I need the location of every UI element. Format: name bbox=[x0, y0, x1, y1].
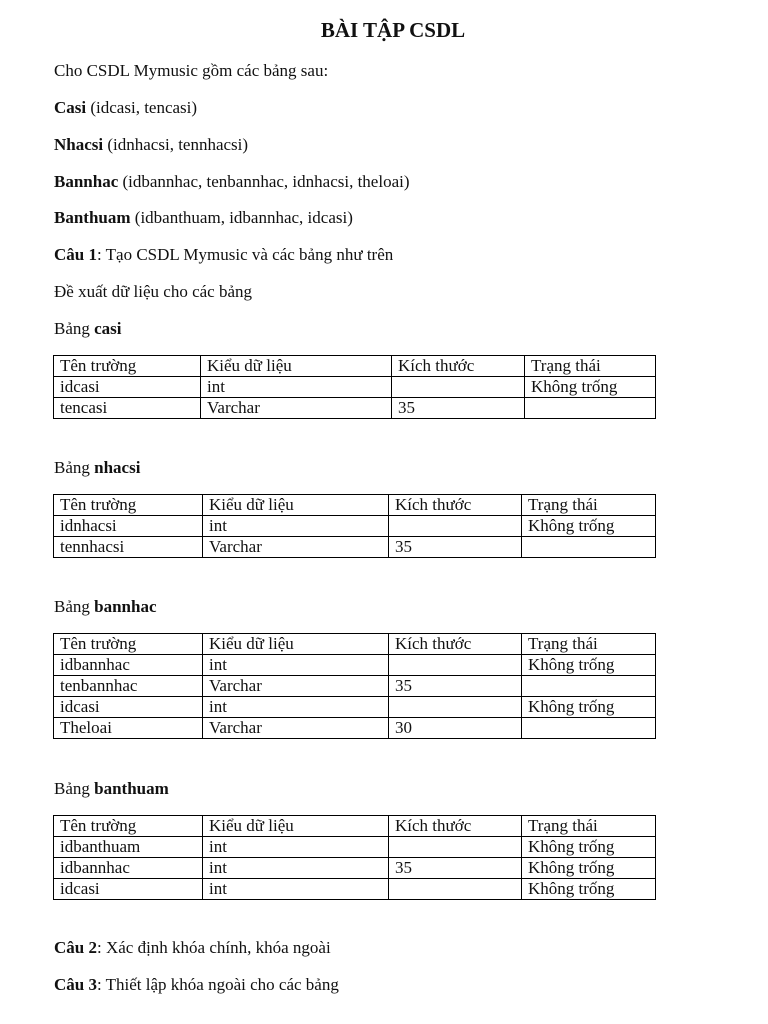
caption-prefix: Bảng bbox=[54, 319, 95, 338]
table-cell: int bbox=[203, 858, 389, 879]
table-row bbox=[54, 537, 656, 558]
table-row bbox=[54, 718, 656, 739]
header-cell: Trạng thái bbox=[522, 816, 656, 837]
table-cell: idcasi bbox=[54, 377, 201, 398]
table-cell: tenbannhac bbox=[54, 676, 203, 697]
table-row bbox=[54, 398, 656, 419]
table-cell bbox=[389, 655, 522, 676]
header-cell: Tên trường bbox=[54, 816, 203, 837]
table-caption-bannhac bbox=[54, 597, 157, 617]
table-cell: 35 bbox=[389, 858, 522, 879]
header-cell: Kiểu dữ liệu bbox=[201, 356, 392, 377]
table-cell: Không trống bbox=[525, 377, 656, 398]
header-cell: Kích thước bbox=[389, 634, 522, 655]
table-cell: int bbox=[203, 697, 389, 718]
table-cell: Không trống bbox=[522, 837, 656, 858]
schema-name: Bannhac bbox=[54, 172, 119, 191]
table-cell: tencasi bbox=[54, 398, 201, 419]
table-cell: int bbox=[203, 879, 389, 900]
document-title: BÀI TẬP CSDL bbox=[320, 18, 466, 42]
schema-name: Casi bbox=[54, 98, 87, 117]
table-cell: Varchar bbox=[203, 676, 389, 697]
table-caption-nhacsi bbox=[54, 458, 140, 478]
table-cell bbox=[389, 879, 522, 900]
caption-name: casi bbox=[94, 319, 122, 338]
table-cell: idcasi bbox=[54, 697, 203, 718]
schema-bannhac bbox=[54, 172, 410, 192]
header-cell: Kiểu dữ liệu bbox=[203, 634, 389, 655]
schema-fields: (idnhacsi, tennhacsi) bbox=[103, 135, 249, 154]
header-cell: Trạng thái bbox=[522, 634, 656, 655]
header-cell: Kiểu dữ liệu bbox=[203, 816, 389, 837]
header-cell: Kiểu dữ liệu bbox=[203, 495, 389, 516]
table-cell: Không trống bbox=[522, 655, 656, 676]
question-1 bbox=[54, 245, 393, 265]
schema-name: Banthuam bbox=[54, 208, 131, 227]
caption-name: nhacsi bbox=[94, 458, 141, 477]
table-cell: idnhacsi bbox=[54, 516, 203, 537]
table-cell: 30 bbox=[389, 718, 522, 739]
table-cell: 35 bbox=[392, 398, 525, 419]
question-2 bbox=[54, 938, 331, 958]
table-cell bbox=[389, 837, 522, 858]
suggest-text: Đề xuất dữ liệu cho các bảng bbox=[54, 282, 253, 301]
table-bannhac bbox=[53, 633, 656, 739]
table-caption-banthuam bbox=[54, 779, 169, 799]
table-cell: idcasi bbox=[54, 879, 203, 900]
question-text: : Thiết lập khóa ngoài cho các bảng bbox=[96, 975, 339, 994]
table-row bbox=[54, 655, 656, 676]
table-cell bbox=[389, 697, 522, 718]
table-row bbox=[54, 697, 656, 718]
table-cell: int bbox=[203, 837, 389, 858]
header-cell: Tên trường bbox=[54, 356, 201, 377]
header-cell: Trạng thái bbox=[525, 356, 656, 377]
table-cell: Varchar bbox=[201, 398, 392, 419]
table-cell bbox=[392, 377, 525, 398]
schema-banthuam bbox=[54, 208, 353, 228]
caption-name: bannhac bbox=[94, 597, 157, 616]
table-row bbox=[54, 516, 656, 537]
table-row bbox=[54, 858, 656, 879]
table-cell: int bbox=[203, 655, 389, 676]
question-label: Câu 1 bbox=[54, 245, 97, 264]
schema-casi bbox=[54, 98, 197, 118]
table-cell: int bbox=[201, 377, 392, 398]
table-row bbox=[54, 837, 656, 858]
schema-nhacsi bbox=[54, 135, 248, 155]
question-text: : Xác định khóa chính, khóa ngoài bbox=[96, 938, 331, 957]
header-cell: Kích thước bbox=[392, 356, 525, 377]
table-row bbox=[54, 879, 656, 900]
table-caption-casi bbox=[54, 319, 122, 339]
table-cell: idbannhac bbox=[54, 655, 203, 676]
question-label: Câu 3 bbox=[54, 975, 97, 994]
table-header-row bbox=[54, 356, 656, 377]
table-cell: Không trống bbox=[522, 858, 656, 879]
table-cell: Không trống bbox=[522, 879, 656, 900]
table-casi bbox=[53, 355, 656, 419]
table-cell bbox=[389, 516, 522, 537]
intro-text: Cho CSDL Mymusic gồm các bảng sau: bbox=[54, 61, 329, 80]
table-nhacsi bbox=[53, 494, 656, 558]
table-cell: idbannhac bbox=[54, 858, 203, 879]
table-cell: Varchar bbox=[203, 537, 389, 558]
table-row bbox=[54, 377, 656, 398]
question-label: Câu 2 bbox=[54, 938, 97, 957]
header-cell: Tên trường bbox=[54, 634, 203, 655]
header-cell: Kích thước bbox=[389, 816, 522, 837]
table-cell bbox=[522, 718, 656, 739]
caption-prefix: Bảng bbox=[54, 458, 95, 477]
header-cell: Kích thước bbox=[389, 495, 522, 516]
table-cell: 35 bbox=[389, 537, 522, 558]
caption-prefix: Bảng bbox=[54, 597, 95, 616]
table-row bbox=[54, 676, 656, 697]
caption-prefix: Bảng bbox=[54, 779, 95, 798]
schema-fields: (idbanthuam, idbannhac, idcasi) bbox=[130, 208, 353, 227]
table-header-row bbox=[54, 495, 656, 516]
schema-name: Nhacsi bbox=[54, 135, 104, 154]
table-cell: tennhacsi bbox=[54, 537, 203, 558]
table-banthuam bbox=[53, 815, 656, 900]
table-cell: idbanthuam bbox=[54, 837, 203, 858]
schema-fields: (idbannhac, tenbannhac, idnhacsi, theloai) bbox=[118, 172, 410, 191]
table-header-row bbox=[54, 816, 656, 837]
table-cell bbox=[525, 398, 656, 419]
table-cell: 35 bbox=[389, 676, 522, 697]
caption-name: banthuam bbox=[94, 779, 169, 798]
schema-fields: (idcasi, tencasi) bbox=[86, 98, 198, 117]
table-cell bbox=[522, 676, 656, 697]
table-cell: Theloai bbox=[54, 718, 203, 739]
header-cell: Trạng thái bbox=[522, 495, 656, 516]
table-cell: int bbox=[203, 516, 389, 537]
table-cell: Varchar bbox=[203, 718, 389, 739]
header-cell: Tên trường bbox=[54, 495, 203, 516]
table-cell: Không trống bbox=[522, 516, 656, 537]
table-header-row bbox=[54, 634, 656, 655]
question-3 bbox=[54, 975, 339, 995]
table-cell: Không trống bbox=[522, 697, 656, 718]
question-text: : Tạo CSDL Mymusic và các bảng như trên bbox=[96, 245, 394, 264]
table-cell bbox=[522, 537, 656, 558]
